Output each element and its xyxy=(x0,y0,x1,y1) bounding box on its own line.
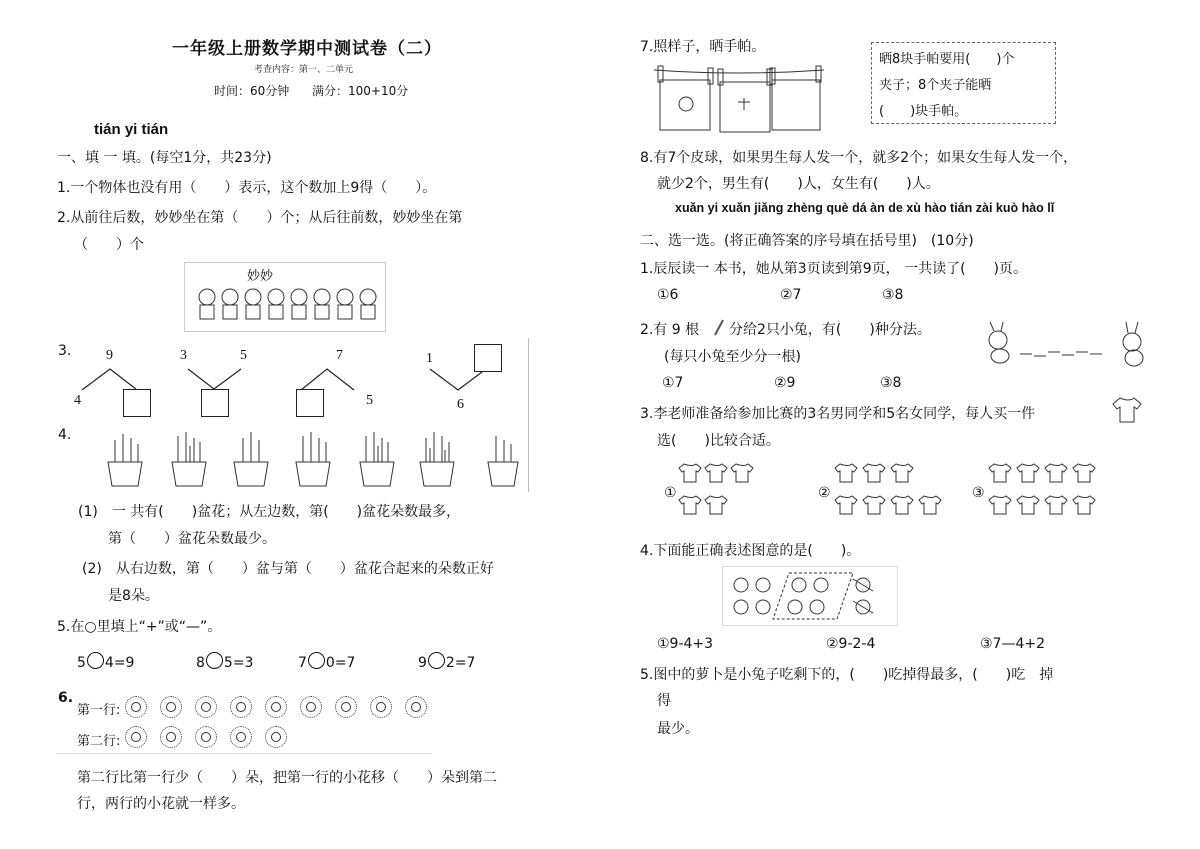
flower-icon xyxy=(195,696,217,718)
carrot-icon xyxy=(712,318,726,336)
row-one-flowers xyxy=(125,696,440,722)
bond3-right: 5 xyxy=(366,393,373,408)
cq2-option-3[interactable]: ③8 xyxy=(880,375,902,391)
question-4-part1-line2: 第（ ）盆花朵数最少。 xyxy=(108,531,276,547)
exam-score: 满分：100+10分 xyxy=(312,84,409,98)
students-row-image xyxy=(184,262,386,332)
exam-scope: 考查内容：第一、二单元 xyxy=(254,65,354,75)
page-title: 一年级上册数学期中测试卷（二） xyxy=(172,39,442,59)
question-7-box-line3: ( )块手帕。 xyxy=(879,104,968,119)
q5-item-1-left: 5 xyxy=(77,655,86,671)
cq3-option-2-tshirts xyxy=(834,460,944,524)
flowerpots-illustration xyxy=(100,426,530,490)
flower-icon xyxy=(125,696,147,718)
question-7: 7.照样子，晒手帕。 xyxy=(640,39,766,55)
section-one-heading: 一、填 一 填。(每空1分，共23分) xyxy=(57,150,272,166)
question-6-line1: 第二行比第一行少（ ）朵，把第一行的小花移（ ）朵到第二 xyxy=(77,770,497,786)
q5-item-2-right: 5=3 xyxy=(223,655,254,671)
question-2-line1: 2.从前往后数，妙妙坐在第（ ）个；从后往前数，妙妙坐在第 xyxy=(57,210,463,226)
question-3-number: 3. xyxy=(58,343,72,359)
flower-icon xyxy=(335,696,357,718)
flower-icon xyxy=(230,696,252,718)
row-two-flowers xyxy=(125,726,300,752)
q5-item-4-left: 9 xyxy=(418,655,427,671)
question-2-line2: （ ）个 xyxy=(74,237,144,253)
choice-question-3-line2: 选( )比较合适。 xyxy=(657,433,780,449)
bond2-left: 3 xyxy=(180,348,187,363)
cq4-option-2[interactable]: ②9-2-4 xyxy=(826,636,876,652)
bond1-answer-box[interactable] xyxy=(123,389,151,417)
cq2-option-1[interactable]: ①7 xyxy=(662,375,684,391)
row-one-label: 第一行: xyxy=(77,703,121,718)
bond4-left: 1 xyxy=(426,351,433,366)
question-1: 1.一个物体也没有用（ ）表示，这个数加上9得（ ）。 xyxy=(57,180,437,196)
question-4-number: 4. xyxy=(58,427,72,443)
flower-icon xyxy=(405,696,427,718)
section-two-heading: 二、选一选。(将正确答案的序号填在括号里) (10分) xyxy=(640,233,974,249)
choice-question-4: 4.下面能正确表述图意的是( )。 xyxy=(640,543,861,559)
flower-icon xyxy=(230,726,252,748)
pinyin-xuan-yi-xuan: xuǎn yi xuǎn jiǎng zhèng què dá àn de xù hào tián zài kuò hào lǐ xyxy=(675,201,1055,215)
cq3-option-1[interactable]: ① xyxy=(664,485,677,501)
flower-icon xyxy=(370,696,392,718)
question-7-box-line2: 夹子；8个夹子能晒 xyxy=(879,78,992,93)
choice-question-3-line1: 3.李老师准备给参加比赛的3名男同学和5名女同学，每人买一件 xyxy=(640,406,1036,422)
cq3-option-3[interactable]: ③ xyxy=(972,485,985,501)
choice-question-5-line3: 最少。 xyxy=(657,721,699,737)
question-4-part2-line1: (2) 从右边数，第（ ）盆与第（ ）盆花合起来的朵数正好 xyxy=(82,561,494,577)
flower-icon xyxy=(300,696,322,718)
q5-item-3-left: 7 xyxy=(298,655,307,671)
flower-icon xyxy=(265,726,287,748)
q5-item-2-circle[interactable] xyxy=(206,652,223,669)
rabbits-and-carrots-illustration xyxy=(984,320,1149,370)
cq1-option-3[interactable]: ③8 xyxy=(882,287,904,303)
q5-item-2-left: 8 xyxy=(196,655,205,671)
question-4-part2-line2: 是8朵。 xyxy=(108,588,159,604)
cq1-option-2[interactable]: ②7 xyxy=(780,287,802,303)
choice-question-2-note: (每只小兔至少分一根) xyxy=(664,349,801,365)
choice-question-2-part2: 分给2只小兔，有( )种分法。 xyxy=(729,322,931,338)
flower-icon xyxy=(125,726,147,748)
q5-item-3 xyxy=(298,652,355,671)
choice-question-5-line1: 5.图中的萝卜是小兔子吃剩下的，( )吃掉得最多，( )吃 掉 xyxy=(640,667,1054,683)
q5-item-3-right: 0=7 xyxy=(325,655,356,671)
flower-icon xyxy=(195,726,217,748)
cq2-option-2[interactable]: ②9 xyxy=(774,375,796,391)
miaomiao-label: 妙妙 xyxy=(247,269,274,284)
q5-item-4-right: 2=7 xyxy=(445,655,476,671)
bond3-top: 7 xyxy=(336,348,343,363)
bond2-right: 5 xyxy=(240,348,247,363)
choice-question-1: 1.辰辰读一 本书，她从第3页读到第9页， 一共读了( )页。 xyxy=(640,261,1027,277)
row-two-label: 第二行: xyxy=(77,734,121,749)
cq3-option-2[interactable]: ② xyxy=(818,485,831,501)
choice-question-5-line2: 得 xyxy=(657,693,671,709)
q5-item-3-circle[interactable] xyxy=(308,652,325,669)
question-6-line2: 行，两行的小花就一样多。 xyxy=(77,796,245,812)
q5-item-1-right: 4=9 xyxy=(104,655,135,671)
cq3-option-3-tshirts xyxy=(988,460,1098,524)
cq3-option-1-tshirts xyxy=(678,460,758,524)
question-6-number: 6. xyxy=(58,690,74,706)
exam-time: 时间：60分钟 xyxy=(214,84,290,98)
students-illustration xyxy=(185,263,385,331)
cq4-option-3[interactable]: ③7—4+2 xyxy=(980,636,1046,652)
q5-item-4 xyxy=(418,652,475,671)
question-8-line1: 8.有7个皮球，如果男生每人发一个，就多2个；如果女生每人发一个， xyxy=(640,150,1078,166)
bond4-bottom: 6 xyxy=(457,397,464,412)
bond3-answer-box[interactable] xyxy=(296,389,324,417)
bond4-answer-box[interactable] xyxy=(474,344,502,372)
q5-item-1 xyxy=(77,652,134,671)
flower-icon xyxy=(265,696,287,718)
question-4-part1-line1: (1) 一 共有( )盆花；从左边数，第( )盆花朵数最多， xyxy=(78,504,461,520)
question-5: 5.在○里填上“+”或“—”。 xyxy=(57,619,222,635)
birds-illustration xyxy=(723,567,897,625)
handkerchiefs-on-line-illustration xyxy=(654,56,824,136)
flower-icon xyxy=(160,726,182,748)
bond1-top: 9 xyxy=(106,348,113,363)
question-8-line2: 就少2个，男生有( )人，女生有( )人。 xyxy=(657,176,940,192)
choice-question-2-part1: 2.有 9 根 xyxy=(640,322,700,338)
cq4-option-1[interactable]: ①9-4+3 xyxy=(657,636,714,652)
bond1-left: 4 xyxy=(74,393,81,408)
bond2-answer-box[interactable] xyxy=(201,389,229,417)
birds-illustration-panel xyxy=(722,566,898,626)
flower-icon xyxy=(160,696,182,718)
pinyin-tian-yi-tian: tián yi tián xyxy=(94,121,169,138)
q5-item-1-circle[interactable] xyxy=(87,652,104,669)
q5-item-2 xyxy=(196,652,253,671)
question-7-box-line1: 晒8块手帕要用( )个 xyxy=(879,52,1015,67)
tshirt-icon xyxy=(1112,394,1142,424)
q5-item-4-circle[interactable] xyxy=(428,652,445,669)
cq1-option-1[interactable]: ①6 xyxy=(657,287,679,303)
